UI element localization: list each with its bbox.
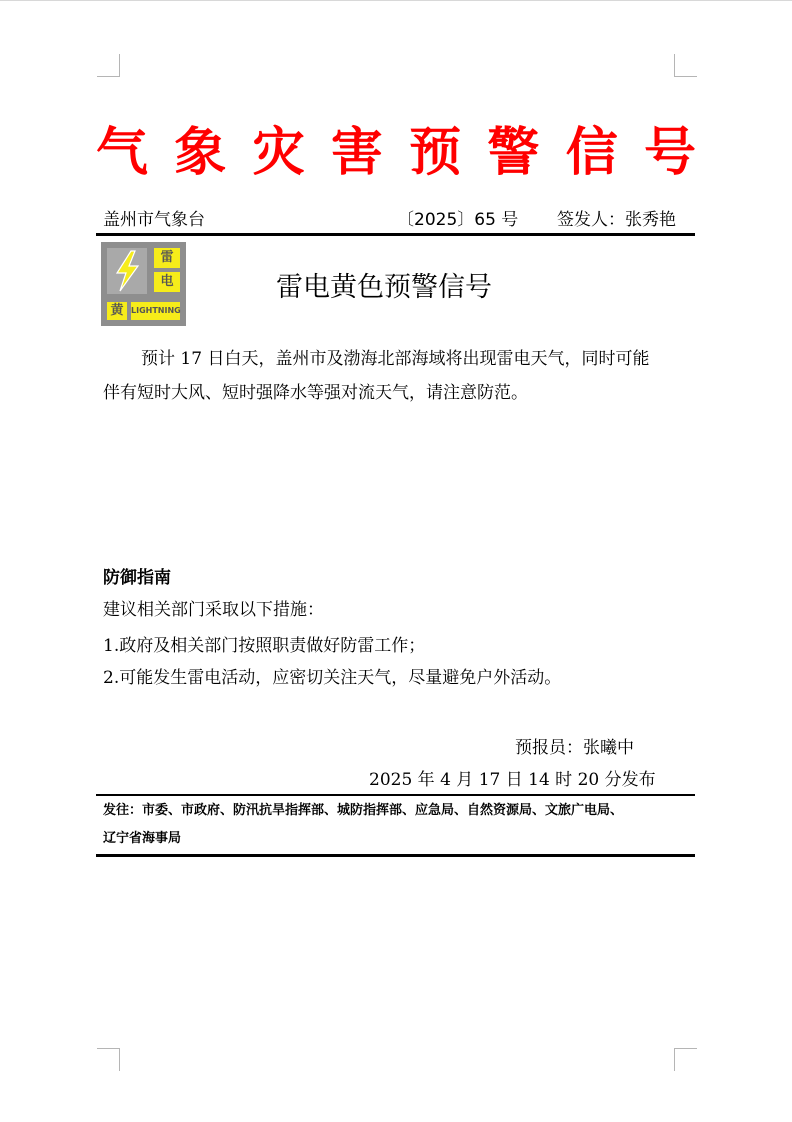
forecast-text-line-1: 预计 17 日白天，盖州市及渤海北部海域将出现雷电天气，同时可能 [141, 349, 650, 369]
crop-mark-bottom-right [674, 1048, 697, 1071]
title-char: 号 [643, 122, 696, 183]
issue-time: 2025 年 4 月 17 日 14 时 20 分发布 [369, 770, 656, 790]
title-char: 气 [96, 122, 149, 183]
crop-mark-bottom-left [97, 1048, 120, 1071]
badge-char-huang: 黄 [107, 302, 127, 320]
defense-guide-item: 2.可能发生雷电活动，应密切关注天气，尽量避免户外活动。 [103, 668, 562, 688]
distribution-line-2: 辽宁省海事局 [103, 831, 182, 846]
badge-label-lightning: LIGHTNING [131, 302, 180, 320]
defense-guide-heading: 防御指南 [103, 568, 171, 588]
lightning-yellow-warning-icon [101, 242, 186, 326]
distribution-line-1: 发往：市委、市政府、防汛抗旱指挥部、城防指挥部、应急局、自然资源局、文旅广电局、 [103, 803, 624, 818]
lightning-bolt-icon [107, 248, 147, 294]
badge-char-dian: 电 [154, 272, 180, 292]
title-char: 象 [174, 122, 227, 183]
document-number: 〔2025〕65 号 [397, 210, 519, 230]
signal-title: 雷电黄色预警信号 [276, 272, 492, 303]
distribution-list [103, 797, 695, 853]
footer-rule-bottom [96, 854, 695, 857]
badge-char-lei: 雷 [154, 248, 180, 268]
title-char: 灾 [252, 122, 305, 183]
document-title [96, 118, 696, 188]
forecast-text-line-2: 伴有短时大风、短时强降水等强对流天气，请注意防范。 [103, 383, 528, 403]
signer: 签发人：张秀艳 [557, 210, 676, 230]
title-char: 信 [565, 122, 618, 183]
crop-mark-top-right [674, 54, 697, 77]
defense-guide-item: 1.政府及相关部门按照职责做好防雷工作； [103, 636, 426, 656]
title-char: 警 [487, 122, 540, 183]
defense-guide-intro: 建议相关部门采取以下措施： [103, 600, 324, 620]
title-char: 害 [330, 122, 383, 183]
issuer-name: 盖州市气象台 [103, 210, 205, 230]
title-char: 预 [409, 122, 462, 183]
crop-mark-top-left [97, 54, 120, 77]
page-top-border [0, 0, 792, 1]
footer-rule-top [96, 794, 695, 796]
forecaster: 预报员：张曦中 [515, 738, 634, 758]
header-rule [96, 233, 695, 236]
